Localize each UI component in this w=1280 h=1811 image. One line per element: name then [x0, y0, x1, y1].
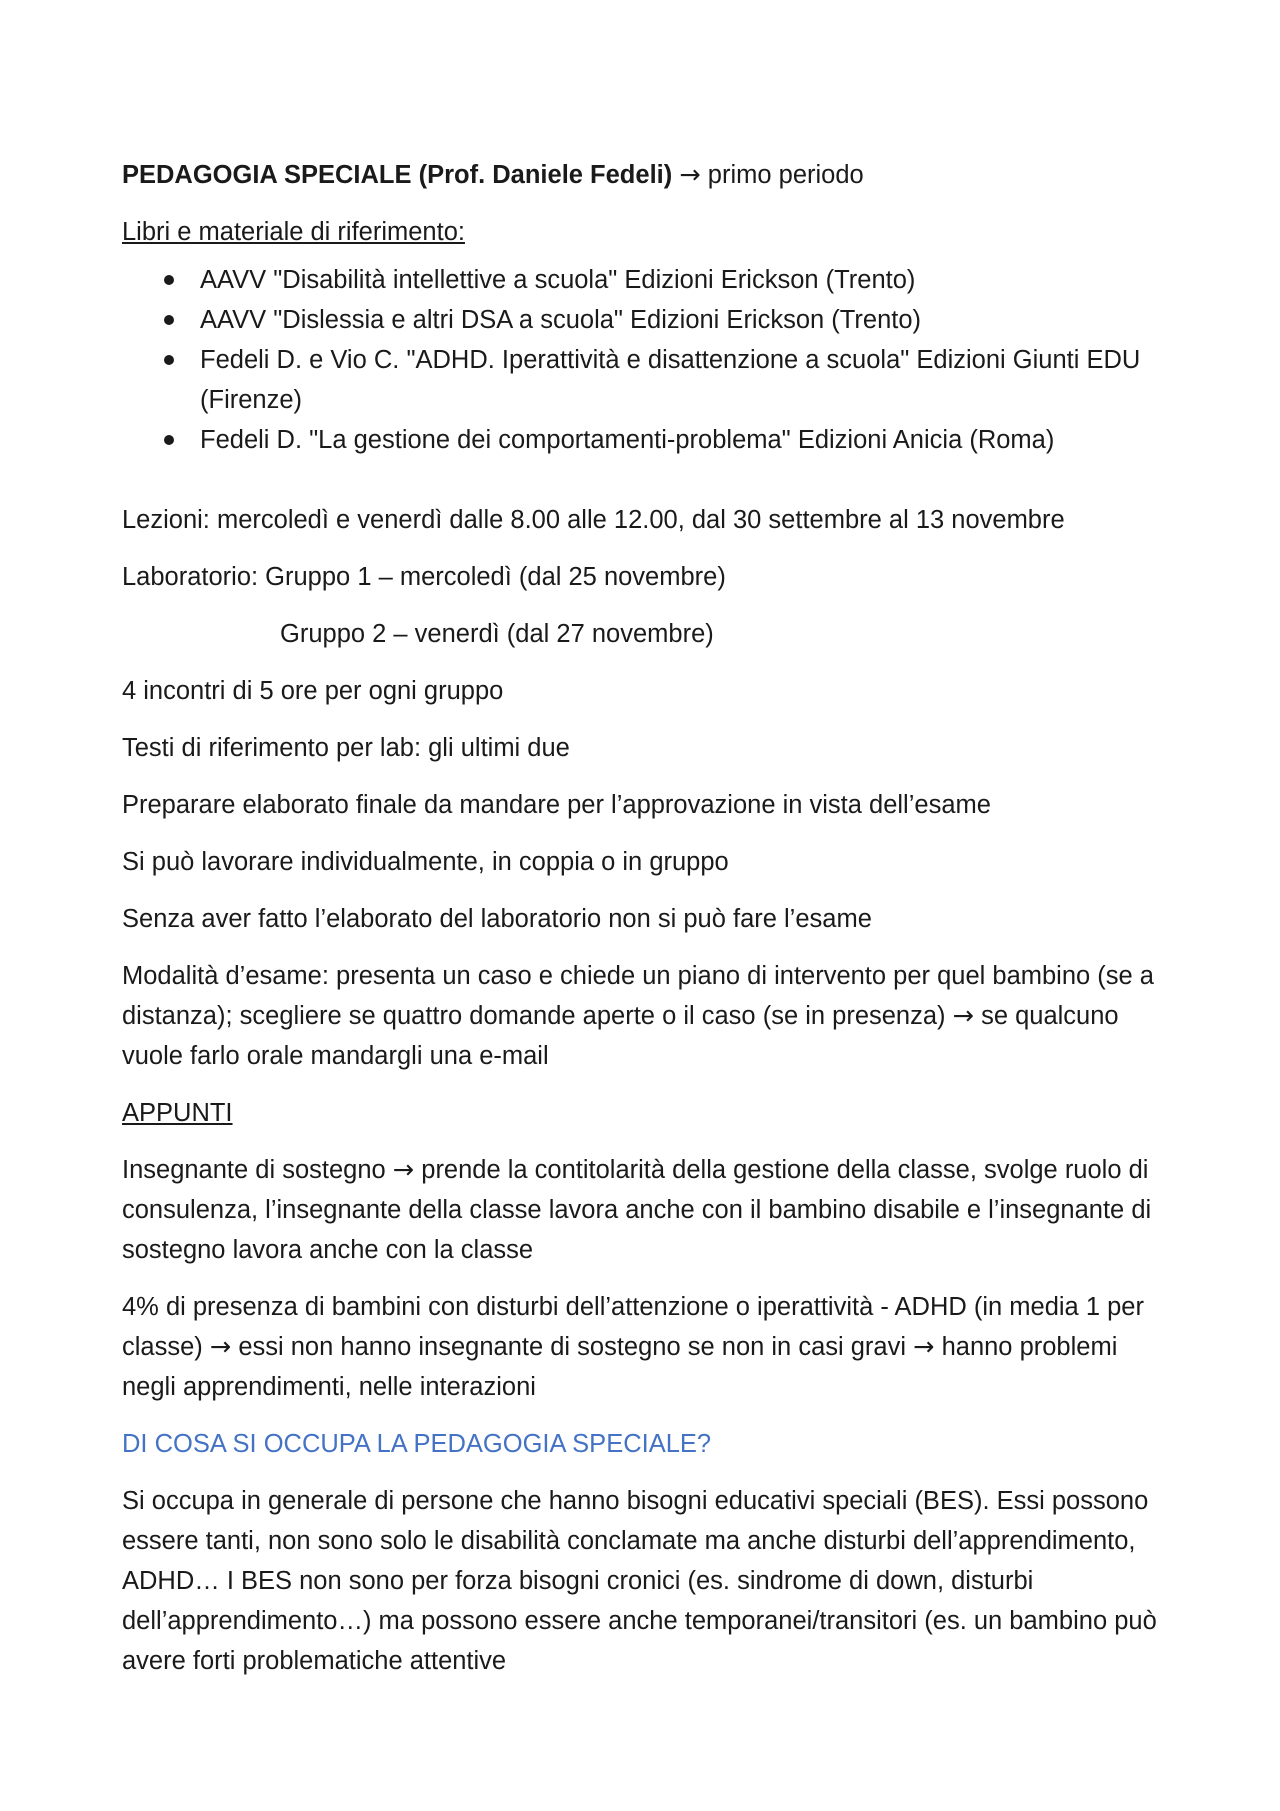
arrow-icon: →	[679, 160, 701, 190]
bullet-icon	[164, 355, 174, 365]
book-3: Fedeli D. e Vio C. "ADHD. Iperattività e disattenzione a scuola" Edizioni Giunti EDU (Firenze)	[200, 346, 1141, 414]
modalita-part1: Modalità d’esame: presenta un caso e chiede un piano di intervento per quel bambino (se a distanza); scegliere se quattro domande aperte o il caso (se in presenza)	[122, 962, 1154, 1030]
title-bold: PEDAGOGIA SPECIALE (Prof. Daniele Fedeli)	[122, 161, 673, 189]
document-title	[122, 155, 1167, 195]
document-page	[122, 155, 1167, 1698]
lezioni-text: Lezioni: mercoledì e venerdì dalle 8.00 alle 12.00, dal 30 settembre al 13 novembre	[122, 506, 1065, 534]
incontri-text: 4 incontri di 5 ore per ogni gruppo	[122, 677, 504, 705]
list-item	[122, 260, 1167, 300]
book-1: AAVV "Disabilità intellettive a scuola" Edizioni Erickson (Trento)	[200, 266, 916, 294]
list-item	[122, 340, 1167, 420]
preparare-text: Preparare elaborato finale da mandare per l’approvazione in vista dell’esame	[122, 791, 991, 819]
adhd-part2: essi non hanno insegnante di sostegno se non in casi gravi	[231, 1333, 914, 1361]
bullet-icon	[164, 315, 174, 325]
adhd-paragraph	[122, 1287, 1167, 1407]
arrow-icon: →	[913, 1332, 935, 1362]
insegnante-part2: prende la contitolarità della gestione della classe, svolge ruolo di consulenza, l’insegnante della classe lavora anche con il bambino disabile e l’insegnante di sostegno lavora anche con la classe	[122, 1156, 1152, 1264]
list-item	[122, 420, 1167, 460]
insegnante-part1: Insegnante di sostegno	[122, 1156, 393, 1184]
testi-text: Testi di riferimento per lab: gli ultimi due	[122, 734, 570, 762]
modalita-esame	[122, 956, 1167, 1076]
book-2: AAVV "Dislessia e altri DSA a scuola" Edizioni Erickson (Trento)	[200, 306, 922, 334]
arrow-icon: →	[952, 1001, 974, 1031]
modalita-part2: se qualcuno vuole farlo orale mandargli una e-mail	[122, 1002, 1119, 1070]
laboratorio-group-2: Gruppo 2 – venerdì (dal 27 novembre)	[280, 620, 714, 648]
senza-text: Senza aver fatto l’elaborato del laboratorio non si può fare l’esame	[122, 905, 872, 933]
appunti-heading: APPUNTI	[122, 1099, 233, 1127]
insegnante-paragraph	[122, 1150, 1167, 1270]
adhd-part3: hanno problemi negli apprendimenti, nelle interazioni	[122, 1333, 1118, 1401]
spacer	[122, 460, 1167, 500]
section-heading: DI COSA SI OCCUPA LA PEDAGOGIA SPECIALE?	[122, 1430, 712, 1458]
laboratorio-group-1: Laboratorio: Gruppo 1 – mercoledì (dal 25 novembre)	[122, 563, 726, 591]
arrow-icon: →	[392, 1155, 415, 1185]
arrow-icon: →	[209, 1332, 232, 1362]
bullet-icon	[164, 435, 174, 445]
book-4: Fedeli D. "La gestione dei comportamenti-problema" Edizioni Anicia (Roma)	[200, 426, 1055, 454]
title-rest: primo periodo	[700, 161, 864, 189]
bullet-icon	[164, 275, 174, 285]
adhd-part1: 4% di presenza di bambini con disturbi dell’attenzione o iperattività - ADHD (in media 1 per classe)	[122, 1293, 1144, 1361]
list-item	[122, 300, 1167, 340]
bes-paragraph: Si occupa in generale di persone che hanno bisogni educativi speciali (BES). Essi possono essere tanti, non sono solo le disabilità conclamate ma anche disturbi dell’apprendimento, ADHD… I BES non sono per forza bisogni cronici (es. sindrome di down, disturbi dell’apprendimento…) ma possono essere anche temporanei/transitori (es. un bambino può avere forti problematiche attentive	[122, 1487, 1157, 1675]
lavorare-text: Si può lavorare individualmente, in coppia o in gruppo	[122, 848, 729, 876]
books-heading: Libri e materiale di riferimento:	[122, 218, 465, 246]
books-list	[122, 260, 1167, 460]
